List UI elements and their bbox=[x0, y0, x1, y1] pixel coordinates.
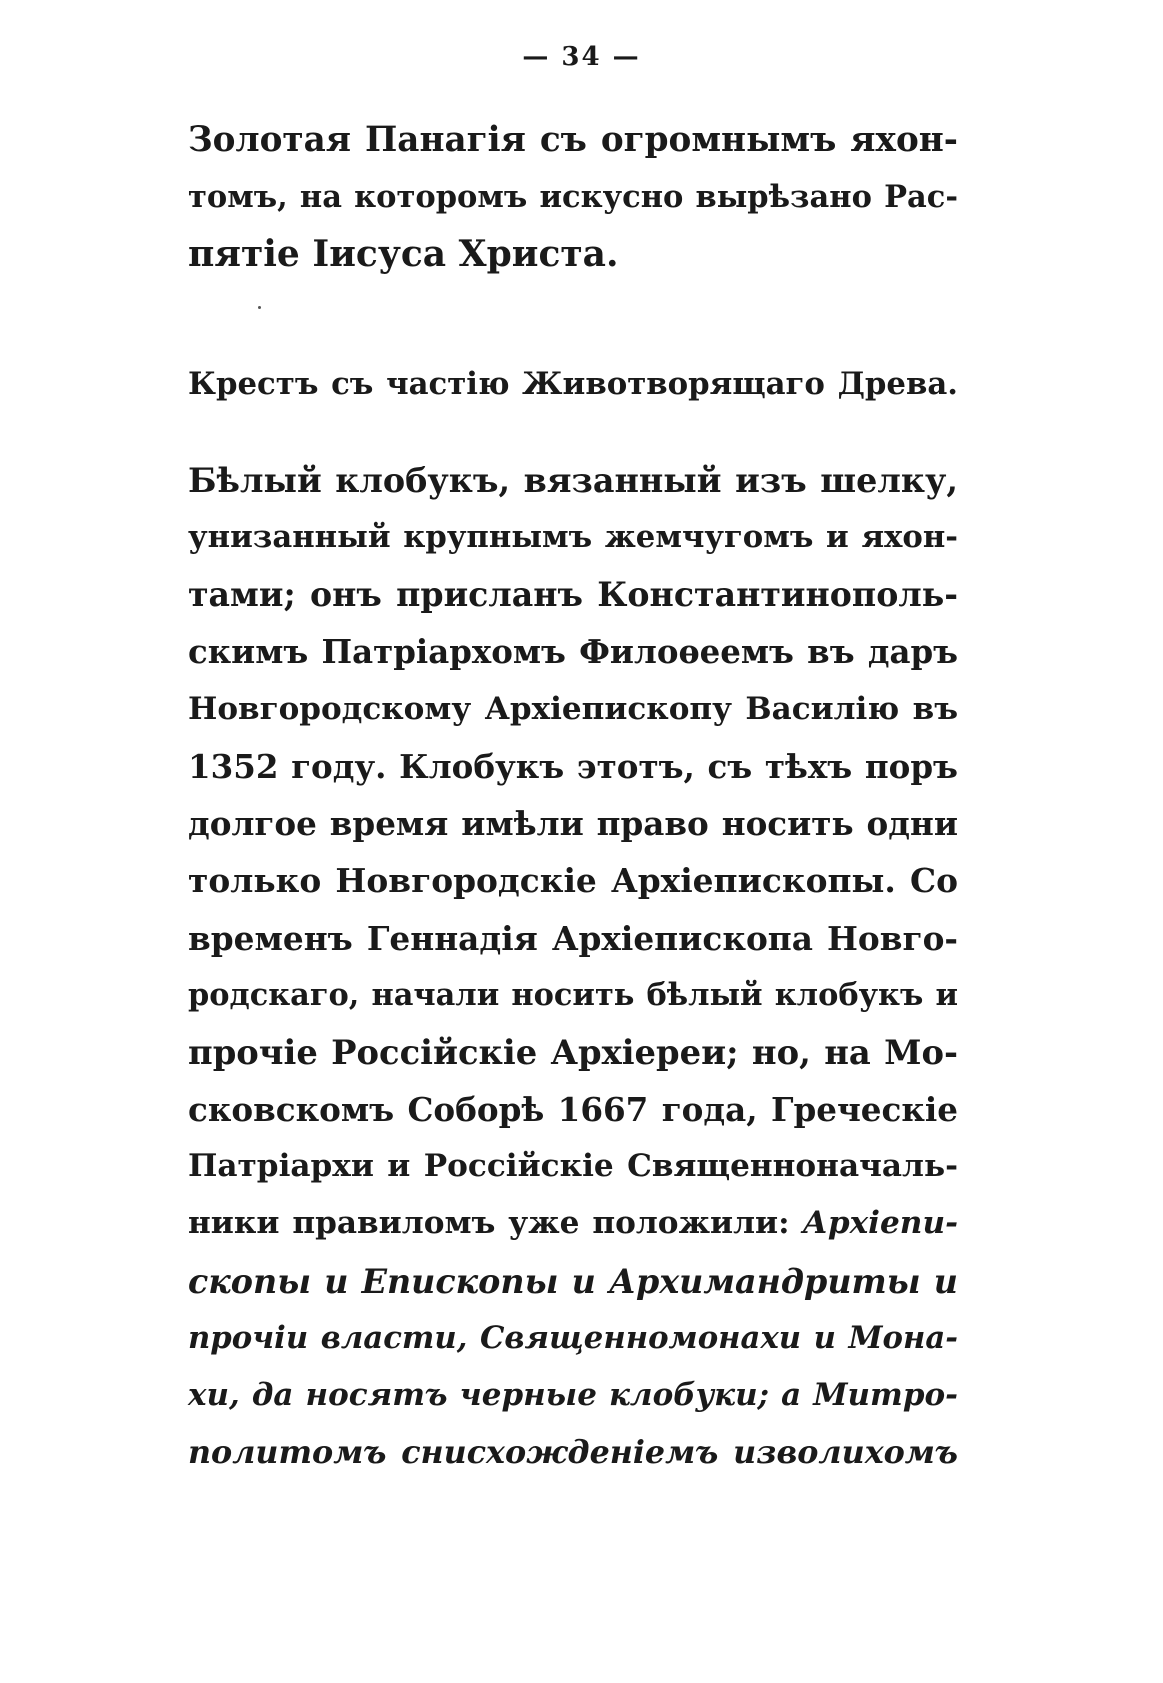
text-line: 1352 году. Клобукъ этотъ, съ тѣхъ поръ bbox=[188, 746, 958, 786]
text-line: скимъ Патріархомъ Филоѳеемъ въ даръ bbox=[188, 632, 958, 671]
paragraph-panagia bbox=[188, 112, 958, 284]
text-line: долгое время имѣли право носить одни bbox=[188, 804, 958, 844]
page-number: — 34 — bbox=[522, 42, 641, 72]
text-line: Бѣлый клобукъ, вязанный изъ шелку, bbox=[188, 461, 958, 500]
text-line: только Новгородскіе Архіепископы. Со bbox=[188, 861, 958, 901]
paragraph-krest bbox=[188, 356, 958, 413]
text-line: временъ Геннадія Архіепископа Новго- bbox=[188, 918, 958, 958]
text-line: тами; онъ присланъ Константинополь- bbox=[188, 575, 958, 615]
text-roman-run: ники правиломъ уже положили: bbox=[188, 1205, 803, 1242]
text-line: Крестъ съ частію Животворящаго Древа. bbox=[188, 366, 958, 402]
text-line: пятіе Іисуса Христа. bbox=[188, 233, 619, 276]
text-line: Патріархи и Россійскіе Священноначаль- bbox=[188, 1148, 958, 1185]
paragraph-klobuk bbox=[188, 452, 958, 1481]
text-line: томъ, на которомъ искусно вырѣзано Рас- bbox=[188, 179, 958, 216]
text-line: родскаго, начали носить бѣлый клобукъ и bbox=[188, 976, 958, 1013]
text-line-italic: политомъ снисхожденіемъ изволихомъ bbox=[188, 1434, 958, 1472]
text-italic-run: Архіепи- bbox=[802, 1205, 958, 1242]
text-line: прочіе Россійскіе Архіереи; но, на Мо- bbox=[188, 1031, 958, 1072]
text-line-italic: скопы и Епископы и Архимандриты и bbox=[188, 1261, 958, 1301]
ink-speck bbox=[258, 306, 261, 309]
text-line: Новгородскому Архіепископу Василію въ bbox=[188, 690, 958, 727]
text-line: сковскомъ Соборѣ 1667 года, Греческіе bbox=[188, 1090, 958, 1130]
text-line: Золотая Панагія съ огромнымъ яхон- bbox=[188, 120, 958, 160]
text-line: унизанный крупнымъ жемчугомъ и яхон- bbox=[188, 519, 958, 556]
text-line-italic: прочіи власти, Священномонахи и Мона- bbox=[188, 1319, 958, 1356]
text-line-mixed bbox=[188, 1195, 958, 1252]
text-line-italic: хи, да носятъ черные клобуки; а Митро- bbox=[188, 1377, 958, 1413]
